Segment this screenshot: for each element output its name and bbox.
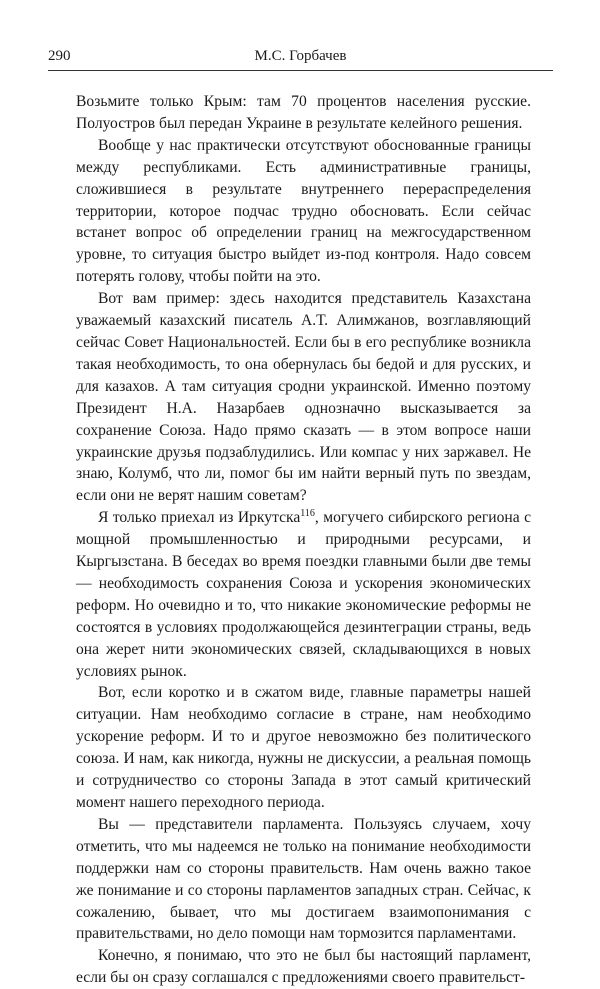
running-title: М.С. Горбачев (254, 48, 347, 64)
paragraph-4 (76, 507, 531, 682)
footnote-marker: 116 (300, 508, 315, 520)
paragraph-5: Вот, если коротко и в сжатом виде, главные параметры нашей ситуации. Нам необходимо согласие в стране, нам необходимо ускорение реформ. И то и другое невозможно без политического союза. И нам, как никогда, нужны не дискуссии, а реальная помощь и сотрудничество со стороны Запада в этот самый критический момент нашего переходного периода. (76, 684, 531, 811)
paragraph-4-rest: , могучего сибирского региона с мощной промышленностью и природными ресурсами, и Кыргызстана. В беседах во время поездки главными были две темы — необходимость сохранения Союза и ускорения экономических реформ. Но очевидно и то, что никакие экономические реформы не состоятся в условиях продолжающейся дезинтеграции страны, ведь она жерет нити экономических связей, складывающихся в новых условиях рынок. (76, 509, 531, 680)
body-text (76, 91, 531, 989)
paragraph-7: Конечно, я понимаю, что это не был бы настоящий парламент, если бы он сразу соглашался с предложениями своего правительст- (76, 947, 531, 987)
paragraph-2: Вообще у нас практически отсутствуют обоснованные границы между республиками. Есть административные границы, сложившиеся в результате внутреннего перераспределения территории, которое подчас трудно обосновать. Если сейчас встанет вопрос об определении границ на межгосударственном уровне, то ситуация быстро выйдет из-под контроля. Надо совсем потерять голову, чтобы пойти на это. (76, 136, 531, 286)
paragraph-6: Вы — представители парламента. Пользуясь случаем, хочу отметить, что мы надеемся не только на понимание необходимости поддержки нам со стороны правительств. Нам очень важно такое же понимание и со стороны парламентов западных стран. Сейчас, к сожалению, бывает, что мы достигаем взаимопонимания с правительствами, но дело помощи нам тормозится парламентами. (76, 815, 531, 943)
paragraph-3: Вот вам пример: здесь находится представитель Казахстана уважаемый казахский писатель А.Т. Алимжанов, возглавляющий сейчас Совет Национальностей. Если бы в его республике возникла такая необходимость, то она обернулась бы бедой и для русских, и для казахов. А там ситуация сродни украинской. Именно поэтому Президент Н.А. Назарбаев однозначно высказывается за сохранение Союза. Надо прямо сказать — в этом вопросе наши украинские друзья подзаблудились. Или компас у них заржавел. Не знаю, Колумб, что ли, помог бы им найти верный путь по звездам, если они не верят нашим советам? (76, 290, 531, 505)
page-header (48, 42, 553, 71)
page-number: 290 (48, 48, 71, 64)
paragraph-4-start: Я только приехал из Иркутска (98, 509, 301, 527)
paragraph-1: Возьмите только Крым: там 70 процентов населения русские. Полуостров был передан Украине в результате келейного решения. (76, 93, 531, 132)
